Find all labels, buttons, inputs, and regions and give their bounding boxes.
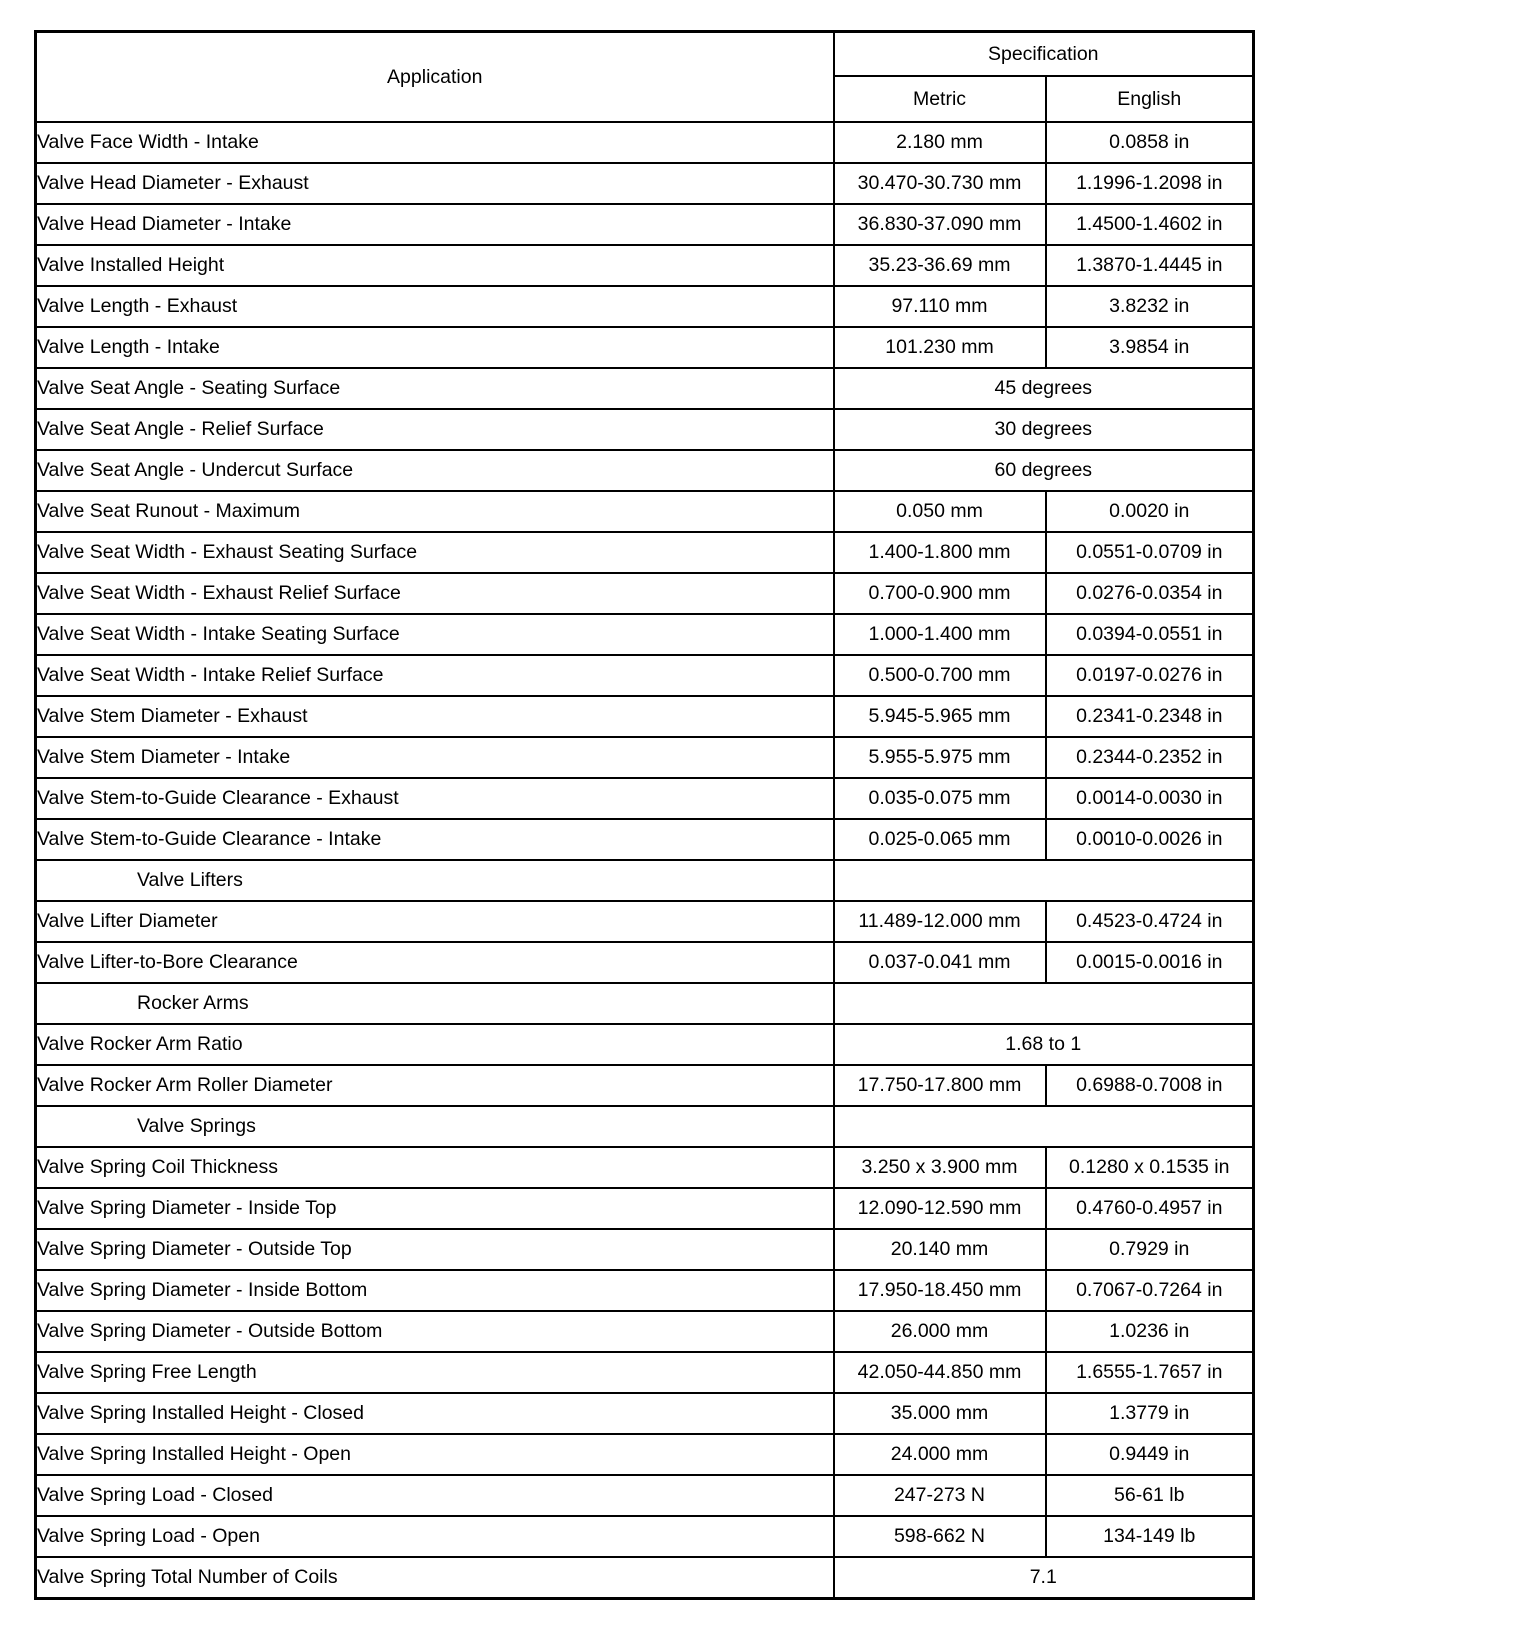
cell-english: 0.9449 in [1046, 1434, 1254, 1475]
cell-metric: 35.23-36.69 mm [834, 245, 1046, 286]
cell-english: 1.4500-1.4602 in [1046, 204, 1254, 245]
table-row [36, 1516, 1254, 1557]
cell-application: Valve Spring Coil Thickness [36, 1147, 834, 1188]
table-row [36, 614, 1254, 655]
cell-metric: 20.140 mm [834, 1229, 1046, 1270]
cell-application: Valve Seat Angle - Relief Surface [36, 409, 834, 450]
cell-english: 0.7067-0.7264 in [1046, 1270, 1254, 1311]
table-body [36, 122, 1254, 1599]
table-row [36, 942, 1254, 983]
cell-english: 0.0394-0.0551 in [1046, 614, 1254, 655]
cell-english: 1.6555-1.7657 in [1046, 1352, 1254, 1393]
table-row [36, 1106, 1254, 1147]
cell-english: 0.4523-0.4724 in [1046, 901, 1254, 942]
table-row [36, 122, 1254, 163]
cell-application: Valve Stem-to-Guide Clearance - Exhaust [36, 778, 834, 819]
cell-metric: 35.000 mm [834, 1393, 1046, 1434]
cell-english: 1.3870-1.4445 in [1046, 245, 1254, 286]
cell-empty [834, 1106, 1254, 1147]
cell-english: 0.1280 x 0.1535 in [1046, 1147, 1254, 1188]
cell-application: Valve Spring Total Number of Coils [36, 1557, 834, 1599]
cell-english: 0.0014-0.0030 in [1046, 778, 1254, 819]
cell-application: Valve Spring Load - Closed [36, 1475, 834, 1516]
cell-metric: 26.000 mm [834, 1311, 1046, 1352]
column-header-metric: Metric [834, 76, 1046, 122]
cell-application: Valve Seat Angle - Undercut Surface [36, 450, 834, 491]
cell-metric: 17.750-17.800 mm [834, 1065, 1046, 1106]
table-row [36, 901, 1254, 942]
cell-metric: 42.050-44.850 mm [834, 1352, 1046, 1393]
cell-english: 3.9854 in [1046, 327, 1254, 368]
cell-application: Valve Spring Diameter - Outside Bottom [36, 1311, 834, 1352]
cell-application: Valve Installed Height [36, 245, 834, 286]
cell-metric: 17.950-18.450 mm [834, 1270, 1046, 1311]
cell-metric: 36.830-37.090 mm [834, 204, 1046, 245]
table-row [36, 655, 1254, 696]
table-row [36, 1557, 1254, 1599]
table-row [36, 1270, 1254, 1311]
table-row [36, 327, 1254, 368]
section-label: Valve Lifters [36, 860, 834, 901]
cell-metric: 2.180 mm [834, 122, 1046, 163]
cell-application: Valve Spring Free Length [36, 1352, 834, 1393]
cell-application: Valve Lifter-to-Bore Clearance [36, 942, 834, 983]
cell-value-shared: 1.68 to 1 [834, 1024, 1254, 1065]
cell-metric: 101.230 mm [834, 327, 1046, 368]
cell-metric: 97.110 mm [834, 286, 1046, 327]
table-row [36, 1393, 1254, 1434]
column-header-english: English [1046, 76, 1254, 122]
cell-english: 0.0858 in [1046, 122, 1254, 163]
cell-metric: 11.489-12.000 mm [834, 901, 1046, 942]
cell-english: 1.3779 in [1046, 1393, 1254, 1434]
table-row [36, 1229, 1254, 1270]
cell-metric: 0.700-0.900 mm [834, 573, 1046, 614]
table-row [36, 573, 1254, 614]
cell-value-shared: 7.1 [834, 1557, 1254, 1599]
table-row [36, 1311, 1254, 1352]
cell-metric: 5.955-5.975 mm [834, 737, 1046, 778]
cell-value-shared: 45 degrees [834, 368, 1254, 409]
cell-english: 0.0015-0.0016 in [1046, 942, 1254, 983]
table-row [36, 245, 1254, 286]
table-row [36, 1352, 1254, 1393]
cell-english: 56-61 lb [1046, 1475, 1254, 1516]
table-row [36, 983, 1254, 1024]
cell-metric: 5.945-5.965 mm [834, 696, 1046, 737]
cell-metric: 598-662 N [834, 1516, 1046, 1557]
cell-metric: 12.090-12.590 mm [834, 1188, 1046, 1229]
cell-application: Valve Seat Width - Intake Relief Surface [36, 655, 834, 696]
cell-english: 1.1996-1.2098 in [1046, 163, 1254, 204]
table-row [36, 532, 1254, 573]
cell-english: 0.0551-0.0709 in [1046, 532, 1254, 573]
cell-metric: 3.250 x 3.900 mm [834, 1147, 1046, 1188]
cell-application: Valve Seat Width - Intake Seating Surface [36, 614, 834, 655]
section-label: Rocker Arms [36, 983, 834, 1024]
cell-english: 0.7929 in [1046, 1229, 1254, 1270]
cell-empty [834, 983, 1254, 1024]
column-header-application: Application [36, 32, 834, 123]
cell-application: Valve Stem Diameter - Intake [36, 737, 834, 778]
cell-english: 0.2341-0.2348 in [1046, 696, 1254, 737]
table-row [36, 491, 1254, 532]
cell-application: Valve Length - Intake [36, 327, 834, 368]
table-row [36, 737, 1254, 778]
cell-metric: 0.025-0.065 mm [834, 819, 1046, 860]
cell-metric: 0.500-0.700 mm [834, 655, 1046, 696]
cell-application: Valve Spring Load - Open [36, 1516, 834, 1557]
table-row [36, 450, 1254, 491]
cell-application: Valve Spring Diameter - Inside Bottom [36, 1270, 834, 1311]
cell-application: Valve Face Width - Intake [36, 122, 834, 163]
table-row [36, 1065, 1254, 1106]
table-row [36, 1434, 1254, 1475]
cell-english: 1.0236 in [1046, 1311, 1254, 1352]
table-row [36, 204, 1254, 245]
cell-application: Valve Stem Diameter - Exhaust [36, 696, 834, 737]
cell-metric: 0.037-0.041 mm [834, 942, 1046, 983]
cell-application: Valve Seat Angle - Seating Surface [36, 368, 834, 409]
cell-application: Valve Rocker Arm Roller Diameter [36, 1065, 834, 1106]
table-row [36, 1147, 1254, 1188]
cell-english: 0.6988-0.7008 in [1046, 1065, 1254, 1106]
cell-application: Valve Lifter Diameter [36, 901, 834, 942]
cell-metric: 0.035-0.075 mm [834, 778, 1046, 819]
cell-application: Valve Head Diameter - Exhaust [36, 163, 834, 204]
cell-metric: 0.050 mm [834, 491, 1046, 532]
cell-application: Valve Seat Width - Exhaust Relief Surface [36, 573, 834, 614]
cell-english: 0.2344-0.2352 in [1046, 737, 1254, 778]
cell-application: Valve Spring Diameter - Inside Top [36, 1188, 834, 1229]
table-row [36, 1475, 1254, 1516]
table-row [36, 163, 1254, 204]
cell-metric: 24.000 mm [834, 1434, 1046, 1475]
table-row [36, 778, 1254, 819]
cell-english: 0.0020 in [1046, 491, 1254, 532]
table-row [36, 860, 1254, 901]
table-row [36, 409, 1254, 450]
table-row [36, 819, 1254, 860]
specification-table [34, 30, 1255, 1600]
cell-empty [834, 860, 1254, 901]
table-row [36, 368, 1254, 409]
table-row [36, 1188, 1254, 1229]
cell-metric: 1.000-1.400 mm [834, 614, 1046, 655]
cell-english: 0.0197-0.0276 in [1046, 655, 1254, 696]
cell-application: Valve Length - Exhaust [36, 286, 834, 327]
cell-english: 0.4760-0.4957 in [1046, 1188, 1254, 1229]
table-head [36, 32, 1254, 123]
cell-application: Valve Rocker Arm Ratio [36, 1024, 834, 1065]
cell-value-shared: 60 degrees [834, 450, 1254, 491]
cell-application: Valve Head Diameter - Intake [36, 204, 834, 245]
table-row [36, 696, 1254, 737]
cell-english: 134-149 lb [1046, 1516, 1254, 1557]
cell-english: 3.8232 in [1046, 286, 1254, 327]
table-row [36, 286, 1254, 327]
cell-metric: 247-273 N [834, 1475, 1046, 1516]
column-header-specification: Specification [834, 32, 1254, 77]
cell-application: Valve Spring Installed Height - Closed [36, 1393, 834, 1434]
cell-metric: 1.400-1.800 mm [834, 532, 1046, 573]
section-label: Valve Springs [36, 1106, 834, 1147]
cell-application: Valve Stem-to-Guide Clearance - Intake [36, 819, 834, 860]
cell-application: Valve Seat Runout - Maximum [36, 491, 834, 532]
cell-english: 0.0010-0.0026 in [1046, 819, 1254, 860]
cell-metric: 30.470-30.730 mm [834, 163, 1046, 204]
header-row-top [36, 32, 1254, 77]
cell-application: Valve Spring Installed Height - Open [36, 1434, 834, 1475]
table-row [36, 1024, 1254, 1065]
cell-value-shared: 30 degrees [834, 409, 1254, 450]
cell-english: 0.0276-0.0354 in [1046, 573, 1254, 614]
cell-application: Valve Spring Diameter - Outside Top [36, 1229, 834, 1270]
cell-application: Valve Seat Width - Exhaust Seating Surface [36, 532, 834, 573]
